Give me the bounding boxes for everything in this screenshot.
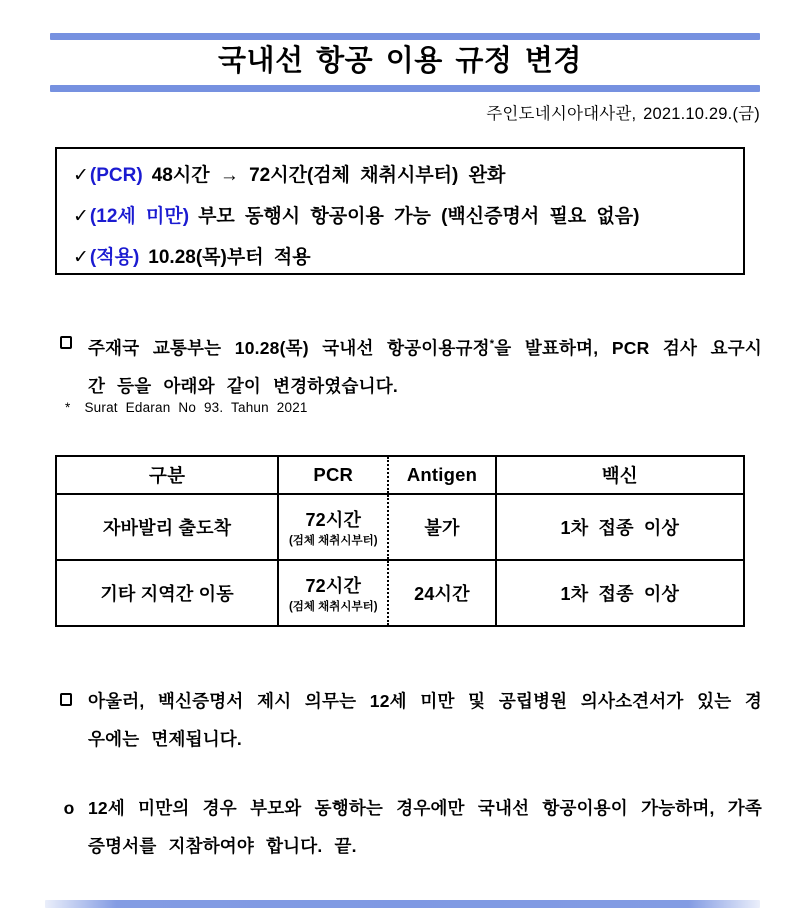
para-text: 12세 미만의 경우 부모와 동행하는 경우에만 국내선 항공이용이 가능하며, 가족증명서를 지참하여야 합니다. 끝. xyxy=(88,798,762,856)
check-item-label: (PCR) xyxy=(89,165,143,186)
check-icon: ✓ xyxy=(73,205,89,227)
cell-pcr-note: (검체 채취시부터) xyxy=(288,535,378,547)
square-bullet-icon xyxy=(60,693,72,706)
cell-vaccine: 1차 접종 이상 xyxy=(496,494,744,560)
para-regulation-announcement xyxy=(58,325,762,405)
check-item-under-12 xyxy=(73,196,733,237)
para-text: 주재국 교통부는 10.28(목) 국내선 항공이용규정*을 발표하며, PCR 검사 요구시간 등을 아래와 같이 변경하였습니다. xyxy=(88,337,762,396)
cell-antigen: 불가 xyxy=(388,494,495,560)
para-text: 아울러, 백신증명서 제시 의무는 12세 미만 및 공립병원 의사소견서가 있는 경우에는 면제됩니다. xyxy=(88,691,762,749)
footnote-text: Surat Edaran No 93. Tahun 2021 xyxy=(84,400,308,415)
header-pcr: PCR xyxy=(278,456,388,494)
header-category: 구분 xyxy=(56,456,278,494)
summary-box xyxy=(55,147,745,275)
footnote-ref: * xyxy=(489,338,495,350)
header-antigen: Antigen xyxy=(388,456,495,494)
cell-pcr: 72시간 (검체 채취시부터) xyxy=(278,560,388,626)
check-item-text: 10.28(목)부터 적용 xyxy=(148,247,311,268)
page-title: 국내선 항공 이용 규정 변경 xyxy=(218,45,582,77)
cell-pcr: 72시간 (검체 채취시부터) xyxy=(278,494,388,560)
check-icon: ✓ xyxy=(73,246,89,268)
footnote-marker: * xyxy=(65,400,71,415)
cell-category: 기타 지역간 이동 xyxy=(56,560,278,626)
footnote xyxy=(65,399,308,417)
check-item-label: (12세 미만) xyxy=(89,206,190,227)
cell-antigen: 24시간 xyxy=(388,560,495,626)
check-item-pcr xyxy=(73,155,733,196)
header-rule-bottom xyxy=(50,85,760,92)
cell-category: 자바발리 출도착 xyxy=(56,494,278,560)
para-under-12-rule xyxy=(58,789,762,865)
check-item-label: (적용) xyxy=(89,247,140,268)
table-row-java-bali xyxy=(56,494,744,560)
para-vaccine-exemption xyxy=(58,682,762,758)
check-icon: ✓ xyxy=(73,164,89,186)
circle-bullet: o xyxy=(63,798,75,818)
header-rule-top xyxy=(50,33,760,40)
square-bullet-icon xyxy=(60,336,72,349)
source-date: 주인도네시아대사관, 2021.10.29.(금) xyxy=(486,105,760,123)
footer-rule xyxy=(45,900,760,908)
check-item-text: 48시간 → 72시간(검체 채취시부터) 완화 xyxy=(151,165,506,186)
cell-pcr-note: (검체 채취시부터) xyxy=(288,601,378,613)
regulation-table xyxy=(55,455,745,627)
table-row-other-regions xyxy=(56,560,744,626)
check-item-effective-date xyxy=(73,237,733,278)
cell-vaccine: 1차 접종 이상 xyxy=(496,560,744,626)
check-item-text: 부모 동행시 항공이용 가능 (백신증명서 필요 없음) xyxy=(198,206,640,227)
header-vaccine: 백신 xyxy=(496,456,744,494)
table-header-row xyxy=(56,456,744,494)
